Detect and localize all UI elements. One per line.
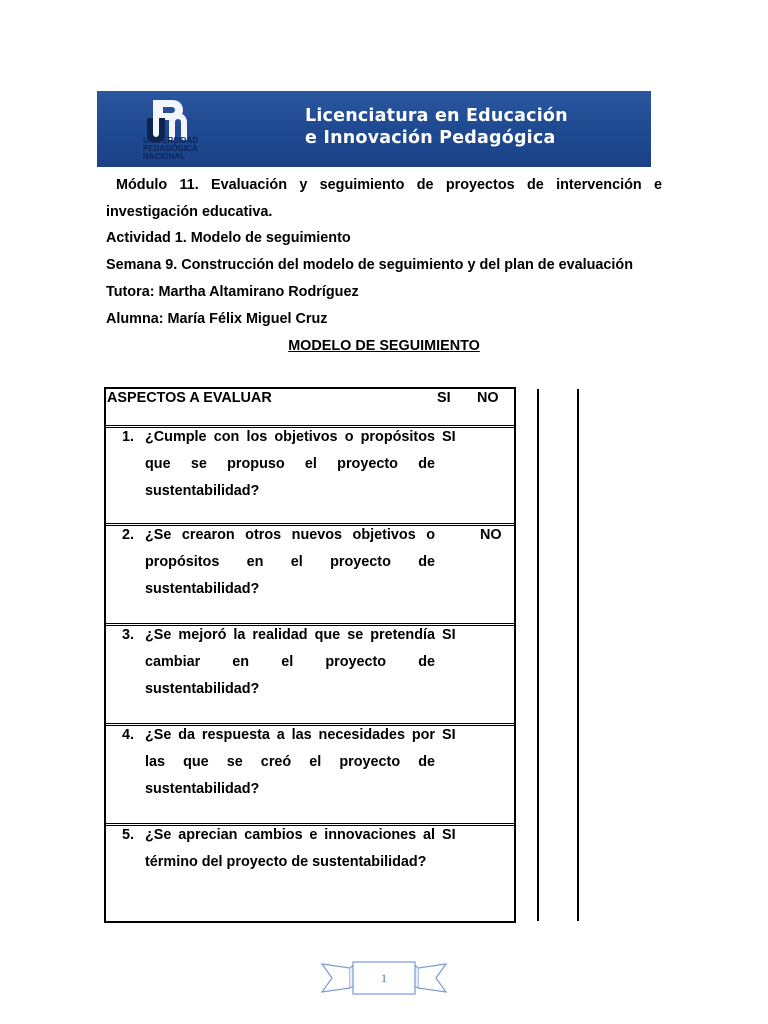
evaluation-table xyxy=(104,387,516,923)
answer-si: SI xyxy=(442,827,456,843)
question-text: ¿Se da respuesta a las necesidades por las que se creó el proyecto de sustentabilidad? xyxy=(145,727,435,797)
question-text: ¿Se mejoró la realidad que se pretendía cambiar en el proyecto de sustentabilidad? xyxy=(145,627,435,697)
logo-line: NACIONAL xyxy=(143,152,186,161)
program-title-line: e Innovación Pedagógica xyxy=(305,128,556,148)
question-number: 1. xyxy=(122,429,135,445)
question-number: 5. xyxy=(122,827,135,843)
tutor-line: Tutora: Martha Altamirano Rodríguez xyxy=(106,284,359,300)
answer-si: SI xyxy=(442,727,456,743)
answer-si: SI xyxy=(442,627,456,643)
answer-si: SI xyxy=(442,429,456,445)
column-divider xyxy=(537,389,539,921)
document-title: MODELO DE SEGUIMIENTO xyxy=(288,338,480,354)
question-text: ¿Se crearon otros nuevos objetivos o propósitos en el proyecto de sustentabilidad? xyxy=(145,527,435,597)
question-number: 3. xyxy=(122,627,135,643)
column-divider xyxy=(577,389,579,921)
program-title-line: Licenciatura en Educación xyxy=(305,106,568,126)
question-number: 2. xyxy=(122,527,135,543)
header-no: NO xyxy=(477,390,499,406)
question-text: ¿Cumple con los objetivos o propósitos que se propuso el proyecto de sustentabilidad? xyxy=(145,429,435,499)
logo-line: UNIVERSIDAD xyxy=(143,136,199,145)
student-line: Alumna: María Félix Miguel Cruz xyxy=(106,311,328,327)
question-text: ¿Se aprecian cambios e innovaciones al término del proyecto de sustentabilidad? xyxy=(145,827,435,870)
logo-line: PEDAGÓGICA xyxy=(143,144,198,153)
logo-caption xyxy=(143,137,253,161)
header-banner xyxy=(97,91,651,167)
page-number: 1 xyxy=(381,971,387,985)
answer-no: NO xyxy=(480,527,502,543)
question-number: 4. xyxy=(122,727,135,743)
module-line: Módulo 11. Evaluación y seguimiento de proyectos de intervención e investigación educativa. xyxy=(106,177,662,220)
program-title xyxy=(305,105,635,149)
header-si: SI xyxy=(437,390,451,406)
header-aspects: ASPECTOS A EVALUAR xyxy=(107,390,272,406)
activity-line: Actividad 1. Modelo de seguimiento xyxy=(106,230,351,246)
week-line: Semana 9. Construcción del modelo de seguimiento y del plan de evaluación xyxy=(106,257,633,273)
